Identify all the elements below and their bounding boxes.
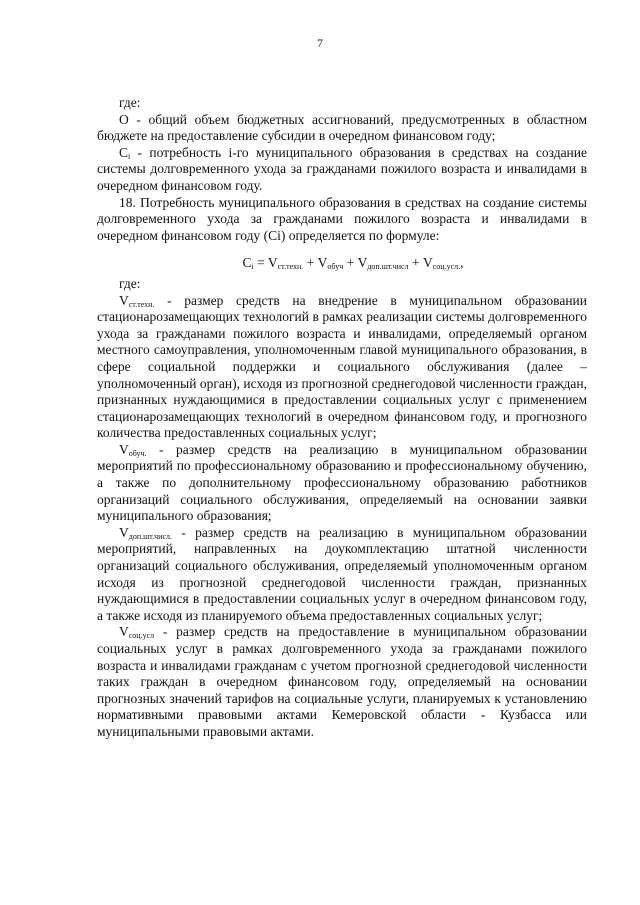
definition-v-obuch [97, 442, 587, 525]
formula-equals: = [253, 255, 268, 271]
symbol-v: V [119, 524, 129, 540]
definition-v-soc-usl [97, 624, 587, 740]
symbol-v: V [119, 441, 129, 457]
definition-o: О - общий объем бюджетных ассигнований, предусмотренных в областном бюджете на предоставление субсидии в очередном финансовом году; [97, 111, 587, 144]
symbol-v: V [119, 624, 129, 640]
formula-plus-2: + [343, 255, 358, 271]
definition-text: - потребность i-го муниципального образования в средствах на создание системы долговременного ухода за гражданами пожилого возраста и инвалидами в очередном финансовом году. [97, 144, 587, 193]
formula-plus-3: + [408, 255, 423, 271]
definition-ci [97, 145, 587, 195]
definition-text: - размер средств на предоставление в муниципальном образовании социальных услуг в рамках долговременного ухода за гражданами пожилого возраста и инвалидами гражданам с учетом прогнозной среднегодовой численности таких граждан в очередном финансовом году, определяемый на основании прогнозных значений тарифов на социальные услуги, планируемых к установлению нормативными правовыми актами Кемеровской области - Кузбасса или муниципальными правовыми актами. [97, 624, 587, 739]
formula-term-3-sub: доп.шт.числ [367, 262, 409, 272]
symbol-subscript: обуч. [128, 448, 147, 458]
formula-term-1-sub: ст.техн. [277, 262, 304, 272]
document-body [97, 95, 587, 741]
formula-tail: , [460, 255, 464, 271]
symbol-subscript: ст.техн. [128, 299, 155, 309]
formula-term-4: V [422, 255, 433, 271]
symbol-c: C [119, 144, 129, 160]
formula-plus-1: + [303, 255, 318, 271]
formula-term-4-sub: соц.усл. [432, 262, 461, 272]
definition-v-st-tehn [97, 293, 587, 442]
formula-lhs: C [242, 255, 252, 271]
where-label-1: где: [119, 95, 141, 110]
formula-lhs-sub: i [251, 262, 254, 272]
paragraph-18: 18. Потребность муниципального образования в средствах на создание системы долговременного ухода за гражданами пожилого возраста и инвалидами в очередном финансовом году (Ci) определяется по формуле: [97, 194, 587, 243]
definition-v-dop-sht [97, 525, 587, 625]
definition-text: - размер средств на реализацию в муниципальном образовании мероприятий, направленных на доукомплектацию штатной численности организаций социального обслуживания, определяемый уполномоченным органом исходя из прогнозной среднегодовой численности граждан, признанных нуждающимися в предоставлении социальных услуг в очередном финансовом году, а также исходя из планируемого объема предоставленных социальных услуг; [97, 524, 587, 623]
formula-term-2-sub: обуч [327, 262, 344, 272]
symbol-subscript: i [128, 151, 131, 161]
definition-text: - размер средств на внедрение в муниципальном образовании стационарозамещающих технологий в рамках реализации системы долговременного ухода за гражданами пожилого возраста и инвалидами, определяемый органом местного самоуправления, уполномоченным главой муниципального образования, в сфере социальной поддержки и социального обслуживания (далее – уполномоченный орган), исходя из прогнозной среднегодовой численности граждан, признанных нуждающимися в предоставлении социальных услуг с применением стационарозамещающих технологий в очередном финансовом году, и прогнозного количества предоставленных социальных услуг; [97, 292, 587, 441]
page-number: 7 [317, 36, 323, 50]
definition-text: - размер средств на реализацию в муниципальном образовании мероприятий по профессиональному образованию и профессиональному обучению, а также по дополнительному профессиональному образованию работников организаций социального обслуживания, определяемый на основании заявки муниципального образования; [97, 441, 587, 524]
formula-term-2: V [317, 255, 328, 271]
symbol-v: V [119, 292, 129, 308]
formula-term-3: V [357, 255, 368, 271]
symbol-subscript: доп.шт.числ. [128, 531, 173, 541]
symbol-subscript: соц.усл [128, 631, 155, 641]
formula [119, 255, 587, 272]
where-label-2: где: [119, 275, 141, 291]
formula-term-1: V [267, 255, 278, 271]
